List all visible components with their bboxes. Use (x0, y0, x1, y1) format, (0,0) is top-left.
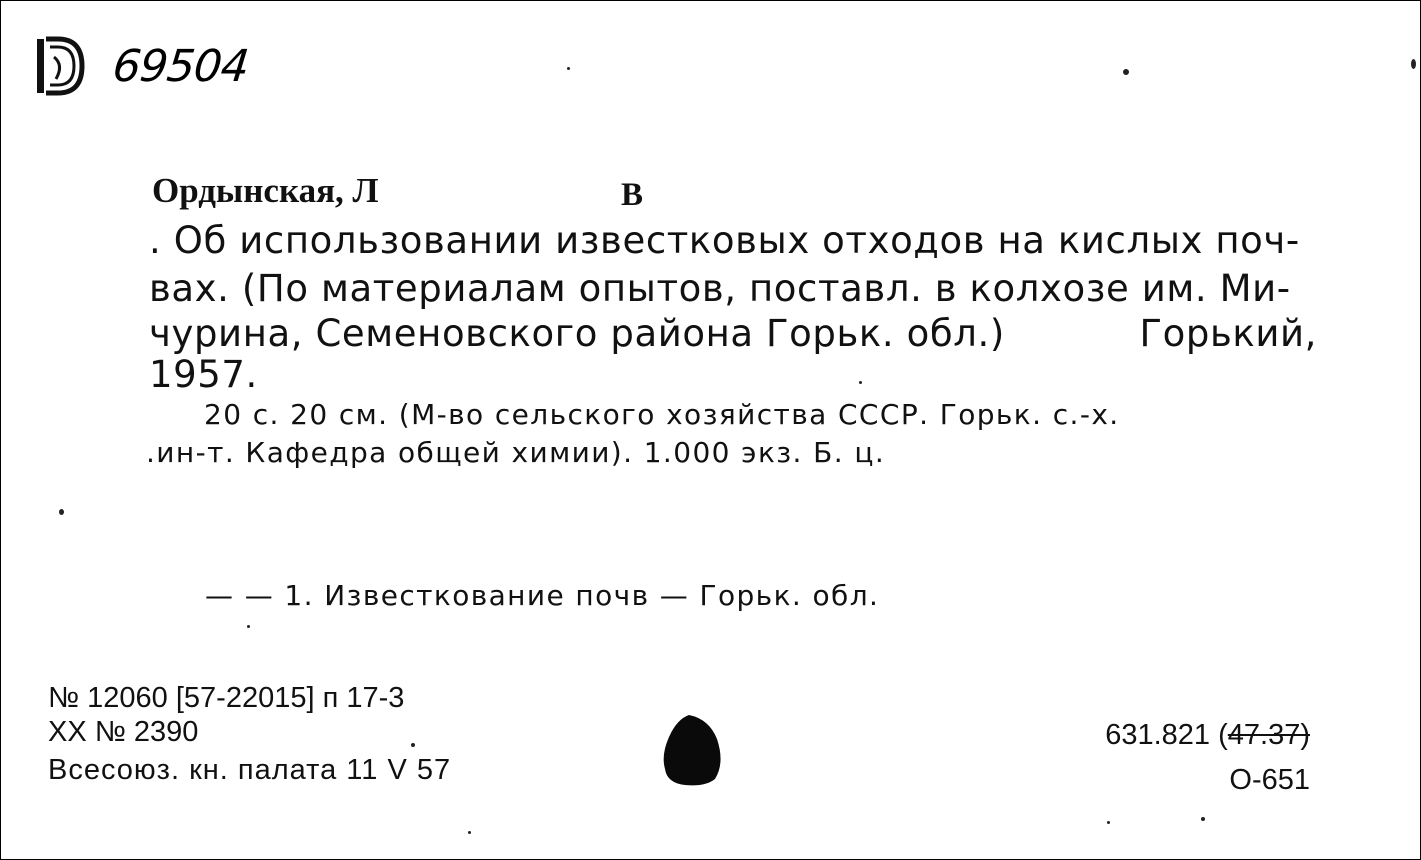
record-number: № 12060 [57-22015] п 17-3 (48, 682, 405, 714)
speck (1201, 817, 1205, 821)
cutter-number: О-651 (1229, 764, 1310, 796)
ink-blot (659, 713, 723, 787)
speck (1411, 59, 1416, 69)
speck (247, 625, 250, 628)
publication-year: 1957. (149, 353, 258, 396)
physical-description-cont: .ин-т. Кафедра общей химии). 1.000 экз. Б. ц. (146, 436, 886, 469)
title-line-3: чурина, Семеновского района Горьк. обл.) (149, 312, 1005, 355)
udc-struck: 47.37) (1227, 719, 1310, 751)
book-chamber: Всесоюз. кн. палата 11 V 57 (48, 754, 452, 786)
author-name: Ордынская, Л (152, 171, 379, 210)
speck (468, 831, 471, 834)
udc-main: 631.821 ( (1105, 719, 1228, 751)
subject-heading: — — 1. Известкование почв — Горьк. обл. (205, 579, 880, 612)
title-line-2: вах. (По материалам опытов, поставл. в колхозе им. Ми- (149, 267, 1291, 310)
speck (1123, 69, 1129, 75)
series-number: XX № 2390 (48, 716, 199, 748)
handwritten-call-number: 69504 (110, 41, 251, 92)
speck (859, 381, 862, 384)
speck (1107, 821, 1110, 824)
udc-code (1105, 719, 1310, 752)
author-initial: В (621, 177, 644, 213)
speck (567, 67, 570, 70)
stamp-logo-icon (34, 35, 86, 97)
speck (411, 743, 415, 747)
speck (59, 509, 64, 515)
physical-description: 20 с. 20 см. (М-во сельского хозяйства СССР. Горьк. с.-х. (204, 398, 1120, 431)
title-line-1: . Об использовании известковых отходов на кислых поч- (149, 219, 1300, 262)
publication-place: Горький, (1139, 312, 1317, 355)
